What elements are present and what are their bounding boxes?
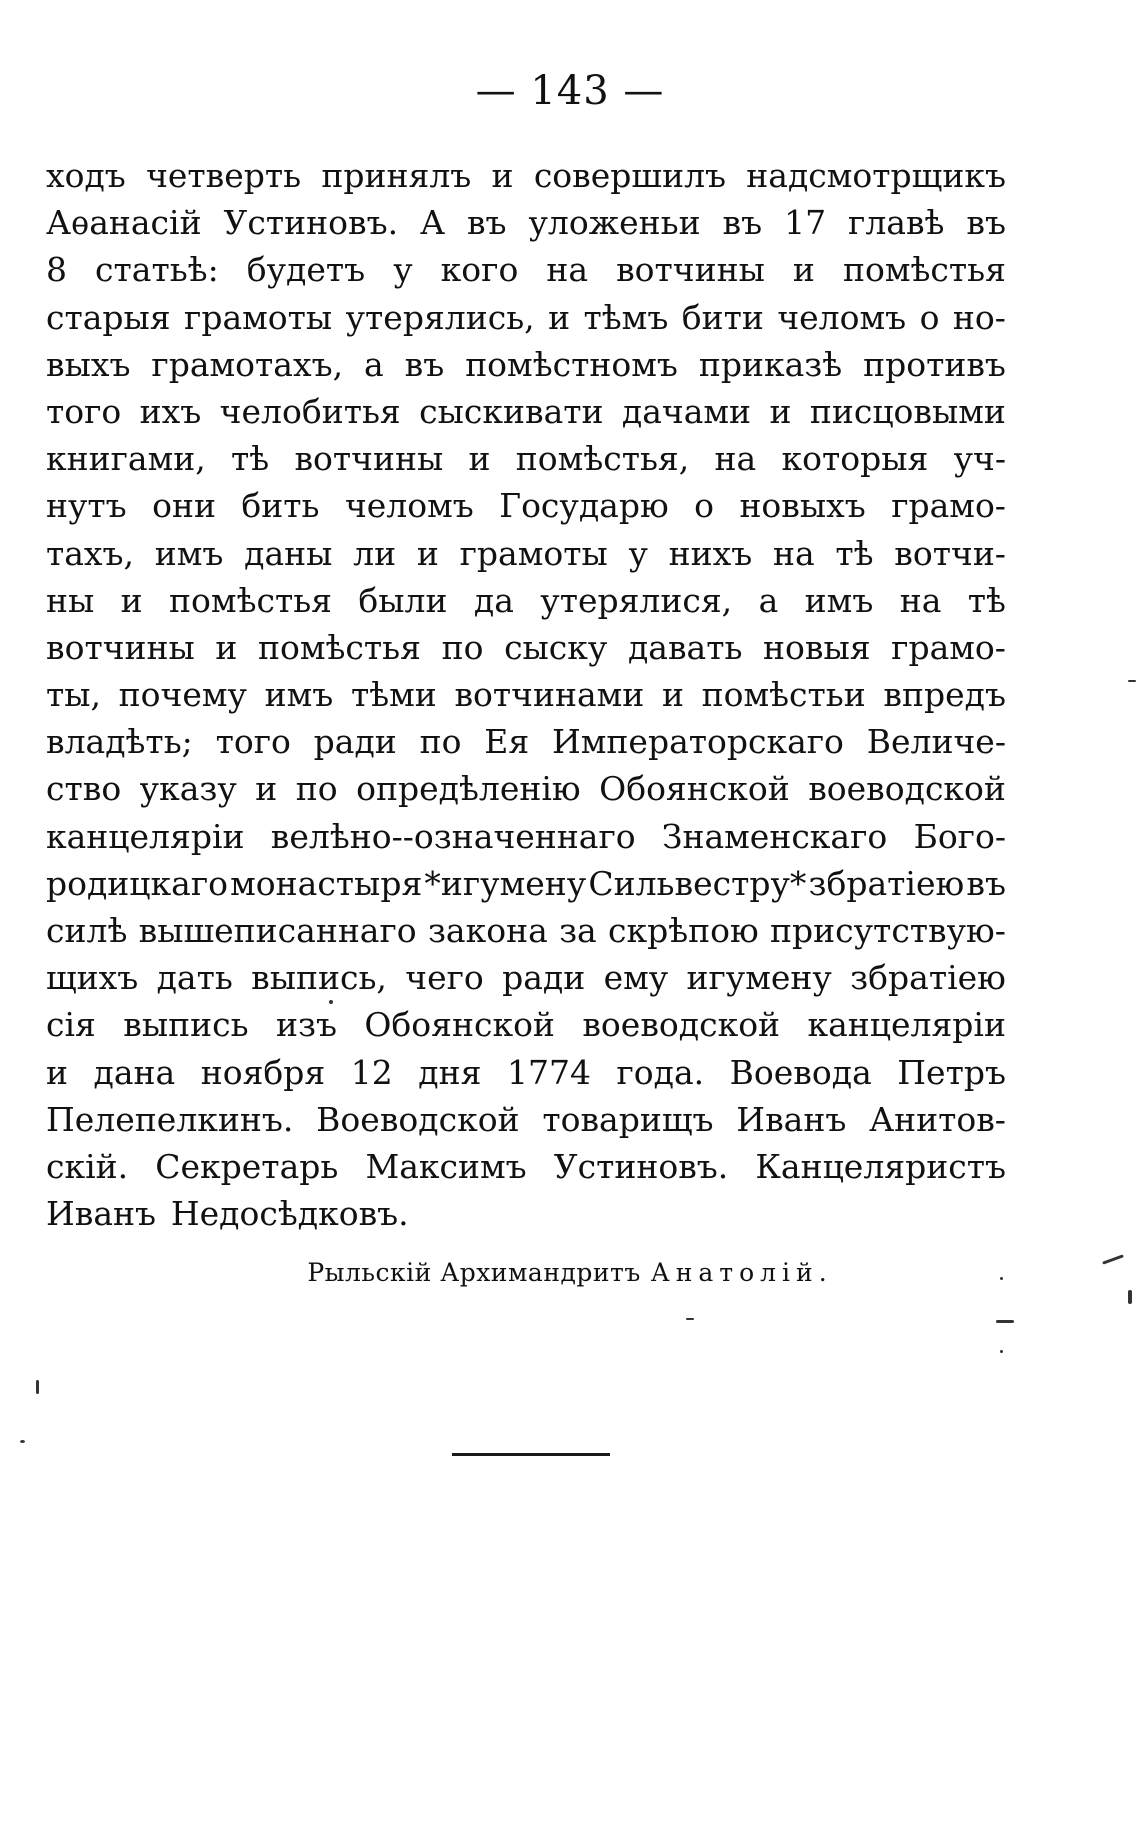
word: грамо- xyxy=(891,486,1006,526)
signature-name: Анатолій. xyxy=(650,1258,833,1287)
word: тѣми xyxy=(350,675,437,715)
word: и xyxy=(548,297,571,337)
signature-title: Рыльскій Архимандритъ xyxy=(307,1258,641,1287)
word: Иванъ xyxy=(46,1194,157,1234)
signature xyxy=(0,1258,1140,1287)
text-line xyxy=(46,813,1006,860)
text-line xyxy=(46,1096,1006,1143)
word: того xyxy=(215,722,291,762)
word: и xyxy=(416,533,439,573)
word: на xyxy=(546,250,589,290)
word: дана xyxy=(93,1052,176,1092)
word: бити xyxy=(681,297,764,337)
word: Недосѣдковъ. xyxy=(170,1194,409,1234)
word: ство xyxy=(46,769,122,809)
text-line xyxy=(46,530,1006,577)
word: збратіею xyxy=(808,863,965,903)
word: Аѳанасій xyxy=(46,203,202,243)
word: челомъ xyxy=(777,297,907,337)
word: о xyxy=(694,486,714,526)
word: челобитья xyxy=(219,391,401,431)
word: Величе- xyxy=(866,722,1006,762)
word: изъ xyxy=(275,1005,337,1045)
word: и xyxy=(120,580,143,620)
word: а xyxy=(364,344,384,384)
word: и xyxy=(215,627,238,667)
word: кого xyxy=(440,250,519,290)
word: помѣстномъ xyxy=(465,344,678,384)
word: ходъ xyxy=(46,156,126,195)
text-line xyxy=(46,1143,1006,1190)
word: и xyxy=(491,156,514,195)
word: сыскивати xyxy=(419,391,604,431)
scan-speck xyxy=(329,1000,333,1004)
word: грамоты xyxy=(184,297,333,337)
word: Воеводской xyxy=(316,1099,520,1139)
word: силѣ xyxy=(46,911,128,950)
word: тѣмъ xyxy=(583,297,669,337)
word: Государю xyxy=(499,486,669,526)
text-line xyxy=(46,246,1006,293)
word: тѣ xyxy=(231,439,270,479)
word: ему xyxy=(603,958,669,998)
word: но- xyxy=(952,297,1006,337)
scan-speck xyxy=(1128,1290,1132,1304)
word: были xyxy=(358,580,448,620)
word: челомъ xyxy=(344,486,474,526)
word: на xyxy=(899,580,942,620)
word: ны xyxy=(46,580,95,620)
word: *игумену xyxy=(424,863,587,903)
word: родицкаго xyxy=(46,863,228,903)
text-line xyxy=(46,577,1006,624)
word: 12 xyxy=(350,1052,393,1092)
word: на xyxy=(714,439,757,479)
word: и xyxy=(46,1052,68,1092)
word: присутствую- xyxy=(770,911,1006,950)
word: будетъ xyxy=(246,250,366,290)
word: вышеписаннаго xyxy=(138,911,417,950)
word: вотчи- xyxy=(894,533,1006,573)
word: имъ xyxy=(804,580,874,620)
word: 17 xyxy=(784,203,827,243)
word: Знаменскаго xyxy=(661,816,888,856)
word: ради xyxy=(502,958,586,998)
word: почему xyxy=(118,675,247,715)
word: за xyxy=(559,911,597,950)
word: Сильвестру* xyxy=(588,863,807,903)
word: скій. xyxy=(46,1146,129,1186)
text-line xyxy=(46,765,1006,812)
word: ли xyxy=(353,533,397,573)
word: грамо- xyxy=(891,627,1006,667)
word: въ xyxy=(966,863,1006,903)
word: они xyxy=(152,486,216,526)
word: сыску xyxy=(504,627,608,667)
word: уложеньи xyxy=(528,203,701,243)
word: года. xyxy=(616,1052,705,1092)
word: помѣстья xyxy=(169,580,333,620)
word: на xyxy=(773,533,815,573)
body-text xyxy=(46,152,1006,1237)
word: воеводской xyxy=(582,1005,781,1045)
word: опредѣленію xyxy=(356,769,581,809)
word: вотчинами xyxy=(454,675,645,715)
word: въ xyxy=(466,203,507,243)
word: имъ xyxy=(154,533,224,573)
scan-speck xyxy=(1000,1277,1003,1280)
word: старыя xyxy=(46,297,171,337)
word: грамотахъ, xyxy=(151,344,344,384)
word: новыя xyxy=(763,627,871,667)
word: монастыря xyxy=(230,863,423,903)
word: нутъ xyxy=(46,486,127,526)
word: выпись, xyxy=(251,958,387,998)
word: совершилъ xyxy=(533,156,727,195)
scan-speck xyxy=(686,1318,694,1320)
word: грамоты xyxy=(459,533,608,573)
text-line xyxy=(46,954,1006,1001)
word: въ xyxy=(966,203,1006,243)
scan-speck xyxy=(1128,680,1136,682)
word: А xyxy=(420,203,446,243)
word: и xyxy=(661,675,684,715)
word: Обоянской xyxy=(599,769,790,809)
text-line xyxy=(46,294,1006,341)
word: Императорскаго xyxy=(551,722,844,762)
word: четверть xyxy=(146,156,302,195)
word: товарищъ xyxy=(542,1099,714,1139)
word: помѣстья, xyxy=(515,439,690,479)
word: владѣть; xyxy=(46,722,193,762)
word: канцеляріи xyxy=(46,816,245,856)
word: Ея xyxy=(484,722,530,762)
word: выхъ xyxy=(46,344,131,384)
word: Секретарь xyxy=(155,1146,339,1186)
word: у xyxy=(393,250,413,290)
text-line xyxy=(46,388,1006,435)
word: главѣ xyxy=(848,203,945,243)
word: вотчины xyxy=(294,439,444,479)
word: утерялись, xyxy=(345,297,535,337)
word: ихъ xyxy=(139,391,202,431)
word: Максимъ xyxy=(365,1146,527,1186)
word: въ xyxy=(722,203,763,243)
word: Обоянской xyxy=(364,1005,555,1045)
word: въ xyxy=(404,344,445,384)
word: помѣстья xyxy=(258,627,421,667)
word: писцовыми xyxy=(809,391,1006,431)
word: игумену xyxy=(686,958,832,998)
word: по xyxy=(295,769,338,809)
word: тѣ xyxy=(967,580,1006,620)
word: 8 xyxy=(46,250,67,290)
end-rule xyxy=(452,1453,610,1456)
word: тахъ, xyxy=(46,533,135,573)
word: 1774 xyxy=(506,1052,591,1092)
text-line xyxy=(46,341,1006,388)
word: и xyxy=(792,250,815,290)
text-line xyxy=(46,152,1006,199)
word: имъ xyxy=(264,675,334,715)
word: впредъ xyxy=(883,675,1006,715)
text-line xyxy=(46,671,1006,718)
word: утерялися, xyxy=(540,580,733,620)
text-line xyxy=(46,718,1006,765)
scan-speck xyxy=(1000,1350,1003,1353)
word: книгами, xyxy=(46,439,206,479)
page-number: — 143 — xyxy=(475,68,665,114)
word: давать xyxy=(627,627,743,667)
word: Воевода xyxy=(729,1052,872,1092)
word: велѣно--означеннаго xyxy=(270,816,636,856)
text-line xyxy=(46,1001,1006,1048)
word: Устиновъ. xyxy=(553,1146,729,1186)
word: помѣстьи xyxy=(701,675,866,715)
text-line xyxy=(46,1049,1006,1096)
word: выпись xyxy=(123,1005,249,1045)
word: Устиновъ. xyxy=(223,203,399,243)
word: помѣстья xyxy=(842,250,1006,290)
text-line xyxy=(46,624,1006,671)
word: бить xyxy=(241,486,320,526)
text-line xyxy=(46,860,1006,907)
word: Петръ xyxy=(897,1052,1006,1092)
word: ноября xyxy=(200,1052,326,1092)
word: которыя xyxy=(781,439,929,479)
word: статьѣ: xyxy=(95,250,219,290)
word: канцеляріи xyxy=(807,1005,1006,1045)
word: уч- xyxy=(953,439,1006,479)
word: и xyxy=(255,769,278,809)
word: по xyxy=(441,627,484,667)
word: Канцеляристъ xyxy=(755,1146,1006,1186)
word: новыхъ xyxy=(739,486,866,526)
word: Бого- xyxy=(913,816,1006,856)
word: скрѣпою xyxy=(608,911,759,950)
word: и xyxy=(769,391,792,431)
word: тѣ xyxy=(835,533,874,573)
word: Анитов- xyxy=(869,1099,1006,1139)
word: того xyxy=(46,391,122,431)
word: дня xyxy=(418,1052,482,1092)
word: даны xyxy=(244,533,333,573)
word: сія xyxy=(46,1005,96,1045)
word: дачами xyxy=(621,391,752,431)
word: а xyxy=(758,580,779,620)
scan-speck xyxy=(36,1380,39,1394)
word: закона xyxy=(427,911,548,950)
text-line xyxy=(46,199,1006,246)
word: о xyxy=(919,297,940,337)
word: вотчины xyxy=(46,627,195,667)
text-line xyxy=(46,482,1006,529)
word: по xyxy=(419,722,462,762)
word: у xyxy=(628,533,648,573)
word: противъ xyxy=(863,344,1006,384)
word: чего xyxy=(405,958,484,998)
word: нихъ xyxy=(668,533,753,573)
scan-speck xyxy=(20,1440,25,1443)
text-line xyxy=(46,907,1006,954)
text-line xyxy=(46,435,1006,482)
word: принялъ xyxy=(321,156,472,195)
word: да xyxy=(473,580,514,620)
text-line xyxy=(46,1190,1006,1237)
word: ты, xyxy=(46,675,102,715)
word: и xyxy=(468,439,491,479)
word: Пелепелкинъ. xyxy=(46,1099,294,1139)
word: вотчины xyxy=(616,250,765,290)
word: дать xyxy=(156,958,233,998)
word: Иванъ xyxy=(736,1099,847,1139)
word: приказѣ xyxy=(698,344,843,384)
word: ради xyxy=(313,722,397,762)
word: надсмотрщикъ xyxy=(746,156,1006,195)
word: збратіею xyxy=(850,958,1006,998)
word: воеводской xyxy=(808,769,1006,809)
word: указу xyxy=(139,769,237,809)
word: щихъ xyxy=(46,958,139,998)
scan-speck xyxy=(996,1320,1014,1323)
